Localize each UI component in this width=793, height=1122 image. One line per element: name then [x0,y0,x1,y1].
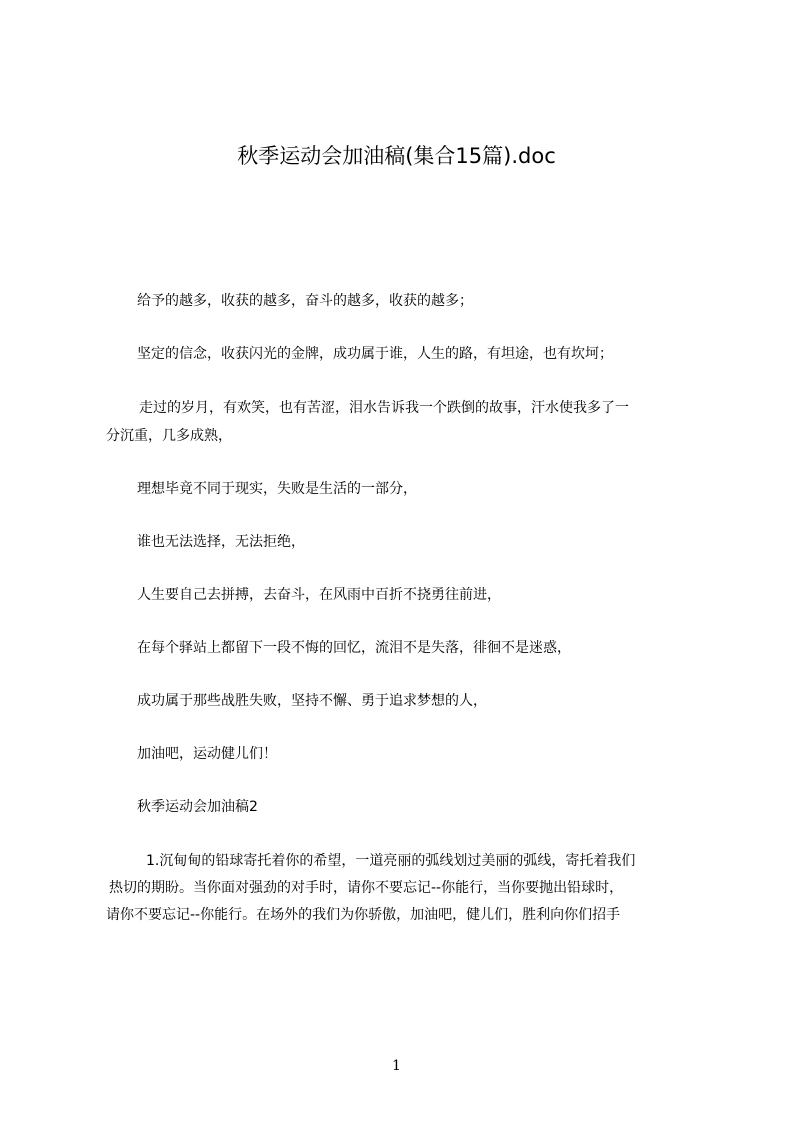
document-title: 秋季运动会加油稿(集合15篇).doc [237,144,556,168]
paragraph: 在每个驿站上都留下一段不悔的回忆，流泪不是失落，徘徊不是迷惑， [137,640,571,656]
page-number: 1 [392,1058,401,1074]
paragraph-continuation: 请你不要忘记--你能行。在场外的我们为你骄傲，加油吧，健儿们，胜利向你们招手 [106,907,621,923]
paragraph: 1.沉甸甸的铅球寄托着你的希望，一道亮丽的弧线划过美丽的弧线，寄托着我们 [146,853,636,869]
paragraph: 成功属于那些战胜失败，坚持不懈、勇于追求梦想的人， [137,693,487,709]
paragraph: 理想毕竟不同于现实，失败是生活的一部分， [137,481,417,497]
paragraph: 走过的岁月，有欢笑，也有苦涩，泪水告诉我一个跌倒的故事，汗水使我多了一 [139,400,629,416]
paragraph: 给予的越多，收获的越多，奋斗的越多，收获的越多； [137,293,473,309]
paragraph: 人生要自己去拼搏，去奋斗，在风雨中百折不挠勇往前进， [137,587,501,603]
paragraph: 加油吧，运动健儿们！ [137,746,277,762]
paragraph-continuation: 热切的期盼。当你面对强劲的对手时，请你不要忘记--你能行，当你要抛出铅球时， [109,880,624,896]
paragraph: 谁也无法选择，无法拒绝， [137,534,305,550]
paragraph: 坚定的信念，收获闪光的金牌，成功属于谁，人生的路，有坦途，也有坎坷； [137,346,613,362]
section-heading: 秋季运动会加油稿2 [137,799,258,815]
paragraph-continuation: 分沉重，几多成熟， [106,428,232,444]
